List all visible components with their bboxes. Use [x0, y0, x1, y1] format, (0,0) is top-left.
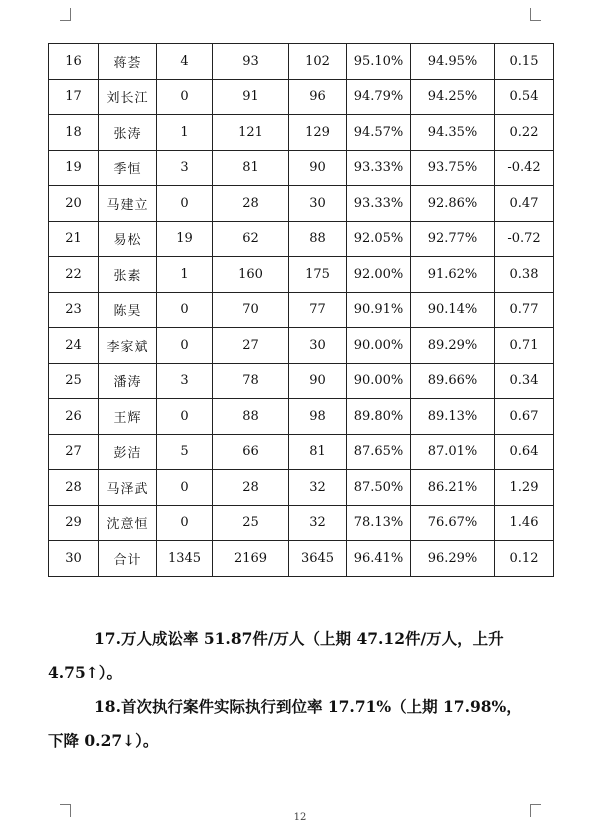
table-cell: 季恒	[99, 150, 157, 186]
table-cell: 陈昊	[99, 292, 157, 328]
table-cell: 0.71	[495, 328, 554, 364]
table-cell: 89.66%	[411, 363, 495, 399]
table-row	[49, 221, 554, 257]
table-cell: 30	[289, 328, 347, 364]
table-cell: 129	[289, 115, 347, 151]
table-cell: 88	[213, 399, 289, 435]
table-cell: 175	[289, 257, 347, 293]
table-cell: 沈意恒	[99, 505, 157, 541]
table-cell: 李家斌	[99, 328, 157, 364]
table-cell: 94.35%	[411, 115, 495, 151]
table-cell: 1345	[157, 541, 213, 577]
table-cell: 0	[157, 328, 213, 364]
table-cell: 0	[157, 505, 213, 541]
table-cell: 86.21%	[411, 470, 495, 506]
table-cell: 92.77%	[411, 221, 495, 257]
table-cell: 16	[49, 44, 99, 80]
table-row	[49, 470, 554, 506]
table-cell: 90.14%	[411, 292, 495, 328]
table-cell: 0.64	[495, 434, 554, 470]
table-row	[49, 115, 554, 151]
crop-mark-top-left	[60, 8, 71, 21]
table-cell: 92.00%	[347, 257, 411, 293]
table-cell: 89.13%	[411, 399, 495, 435]
table-cell: 彭洁	[99, 434, 157, 470]
table-cell: 28	[213, 470, 289, 506]
table-cell: 92.86%	[411, 186, 495, 222]
table-cell: 0	[157, 399, 213, 435]
paragraph-17-line1: 17.万人成讼率 51.87件/万人（上期 47.12件/万人，上升	[94, 629, 504, 648]
table-cell: 合计	[99, 541, 157, 577]
table-cell: 93.33%	[347, 150, 411, 186]
table-cell: 0.38	[495, 257, 554, 293]
table-cell: 蒋荟	[99, 44, 157, 80]
table-cell: 95.10%	[347, 44, 411, 80]
table-row	[49, 505, 554, 541]
table-cell: 26	[49, 399, 99, 435]
table-cell: 96.29%	[411, 541, 495, 577]
table-row	[49, 257, 554, 293]
table-cell: 24	[49, 328, 99, 364]
table-cell: 25	[213, 505, 289, 541]
crop-mark-top-right	[530, 8, 541, 21]
table-cell: 78.13%	[347, 505, 411, 541]
table-cell: 21	[49, 221, 99, 257]
table-cell: 马建立	[99, 186, 157, 222]
page-number: 12	[293, 812, 307, 823]
table-cell: 0.54	[495, 79, 554, 115]
table-cell: 28	[49, 470, 99, 506]
table-cell: 94.57%	[347, 115, 411, 151]
table-cell: 32	[289, 505, 347, 541]
table-cell: 96	[289, 79, 347, 115]
table-cell: 160	[213, 257, 289, 293]
table-cell: 20	[49, 186, 99, 222]
table-cell: 87.65%	[347, 434, 411, 470]
table-row	[49, 79, 554, 115]
table-cell: 5	[157, 434, 213, 470]
table-cell: 89.29%	[411, 328, 495, 364]
table-cell: 易松	[99, 221, 157, 257]
statistics-table	[48, 43, 554, 577]
table-row	[49, 399, 554, 435]
table-cell: 0	[157, 470, 213, 506]
table-cell: 30	[49, 541, 99, 577]
paragraph-18-line1: 18.首次执行案件实际执行到位率 17.71%（上期 17.98%，	[94, 697, 522, 716]
table-cell: 1.29	[495, 470, 554, 506]
table-row	[49, 541, 554, 577]
table-cell: 22	[49, 257, 99, 293]
table-cell: 3645	[289, 541, 347, 577]
table-cell: 0.22	[495, 115, 554, 151]
table-row	[49, 150, 554, 186]
table-cell: 0	[157, 186, 213, 222]
table-cell: 27	[213, 328, 289, 364]
table-cell: 27	[49, 434, 99, 470]
table-cell: 92.05%	[347, 221, 411, 257]
table-cell: 4	[157, 44, 213, 80]
table-cell: 98	[289, 399, 347, 435]
table-cell: 81	[213, 150, 289, 186]
table-cell: 王辉	[99, 399, 157, 435]
paragraph-17-line2: 4.75↑）。	[48, 663, 122, 682]
table-cell: 2169	[213, 541, 289, 577]
table-cell: 78	[213, 363, 289, 399]
table-cell: 121	[213, 115, 289, 151]
table-row	[49, 434, 554, 470]
table-cell: 88	[289, 221, 347, 257]
table-cell: 张涛	[99, 115, 157, 151]
table-cell: 90	[289, 363, 347, 399]
table-cell: 1	[157, 115, 213, 151]
table-row	[49, 186, 554, 222]
table-row	[49, 292, 554, 328]
table-cell: 77	[289, 292, 347, 328]
table-cell: 30	[289, 186, 347, 222]
table-cell: 0.77	[495, 292, 554, 328]
table-cell: 28	[213, 186, 289, 222]
table-cell: 70	[213, 292, 289, 328]
table-cell: 32	[289, 470, 347, 506]
table-cell: 90	[289, 150, 347, 186]
table-cell: 25	[49, 363, 99, 399]
table-cell: 94.25%	[411, 79, 495, 115]
table-cell: 17	[49, 79, 99, 115]
table-cell: 19	[157, 221, 213, 257]
table-cell: 3	[157, 150, 213, 186]
table-row	[49, 44, 554, 80]
table-cell: 29	[49, 505, 99, 541]
table-cell: 1.46	[495, 505, 554, 541]
table-row	[49, 363, 554, 399]
table-cell: 90.91%	[347, 292, 411, 328]
table-cell: 0.34	[495, 363, 554, 399]
table-cell: 0.67	[495, 399, 554, 435]
table-cell: 潘涛	[99, 363, 157, 399]
table-cell: 1	[157, 257, 213, 293]
table-cell: 76.67%	[411, 505, 495, 541]
table-row	[49, 328, 554, 364]
table-cell: 刘长江	[99, 79, 157, 115]
table-cell: -0.42	[495, 150, 554, 186]
table-cell: 90.00%	[347, 363, 411, 399]
table-body	[49, 44, 554, 577]
table-cell: 张素	[99, 257, 157, 293]
table-cell: 0.12	[495, 541, 554, 577]
table-cell: 93.33%	[347, 186, 411, 222]
table-cell: 3	[157, 363, 213, 399]
table-cell: 87.01%	[411, 434, 495, 470]
table-cell: 19	[49, 150, 99, 186]
table-cell: 18	[49, 115, 99, 151]
table-cell: 87.50%	[347, 470, 411, 506]
table-cell: 96.41%	[347, 541, 411, 577]
table-cell: 102	[289, 44, 347, 80]
table-cell: 62	[213, 221, 289, 257]
table-cell: 94.95%	[411, 44, 495, 80]
paragraph-18-line2: 下降 0.27↓）。	[48, 731, 159, 750]
table-cell: 90.00%	[347, 328, 411, 364]
table-cell: -0.72	[495, 221, 554, 257]
table-cell: 93	[213, 44, 289, 80]
table-cell: 0.15	[495, 44, 554, 80]
table-cell: 89.80%	[347, 399, 411, 435]
table-cell: 94.79%	[347, 79, 411, 115]
table-cell: 91.62%	[411, 257, 495, 293]
table-cell: 0.47	[495, 186, 554, 222]
table-cell: 91	[213, 79, 289, 115]
table-cell: 93.75%	[411, 150, 495, 186]
table-cell: 81	[289, 434, 347, 470]
table-cell: 0	[157, 292, 213, 328]
table-cell: 23	[49, 292, 99, 328]
table-cell: 66	[213, 434, 289, 470]
table-cell: 0	[157, 79, 213, 115]
table-cell: 马泽武	[99, 470, 157, 506]
